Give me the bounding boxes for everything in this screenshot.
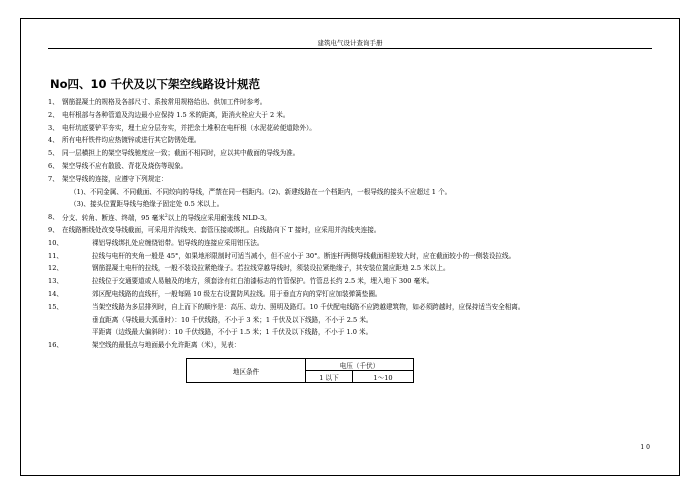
list-item: （1)、不同金属、不同截面、不同绞向的导线，严禁在同一档距内。（2)、新建线路在一个档距内，一根导线的接头不应超过 1 个。: [70, 187, 452, 196]
list-item: 1、 钢筋混凝土的规格及各部尺寸、系按常用规格给出、供加工件时参考。: [48, 98, 267, 106]
page-number: 10: [640, 444, 652, 451]
table-group-header: 电压（千伏）: [306, 359, 414, 371]
list-item: 4、 所有电杆铁件均应热镀锌或进行其它防锈处理。: [48, 136, 201, 145]
header-rule: [48, 48, 652, 49]
table-col-2: 1～10: [353, 371, 414, 383]
list-item: 6、 架空导线不应有散股、背花及烧伤等现象。: [48, 161, 188, 170]
list-item: 16、 架空线的最低点与地面最小允许距离（米），见表：: [48, 341, 241, 350]
list-item: 12、 钢筋混凝土电杆的拉线，一般不装设拉紧绝缘子。若拉线穿越导线时，须装设拉紧绝缘子，其安装位置应距地 2.5 米以上。: [48, 264, 450, 273]
list-item: 9、 在线路断线处改变导线截面，可采用并沟线夹、套管压接或绑扎。自线路向下 T 接时，应采用并沟线夹连接。: [48, 225, 381, 234]
header-title: 建筑电气设计查询手册: [317, 39, 383, 47]
list-item: 7、 架空导线的连接，应遵守下列规定：: [48, 174, 168, 183]
list-item: 11、 拉线与电杆的夹角一般是 45°，如果地形限制时可适当减小，但不应小于 30°。断连杆两侧导线截面相差较大时，应在截面较小的一侧装设拉线。: [48, 251, 516, 260]
list-item: 15、 当架空线路为多层排列时，自上而下的顺序是：高压、动力、照明及路灯。10 千伏配电线路不应跨越建筑物，如必须跨越时，应保持适当安全相离。: [48, 302, 525, 311]
clearance-table: [186, 358, 414, 383]
list-item: 垂直距离（导线最大弧垂时）：10 千伏线路，不小于 3 米；1 千伏及以下线路，不小于 2.5 米。: [92, 315, 373, 324]
list-item: 13、 拉线位于交通要道或人易触及的地方，须套涂有红白油漆标志的竹管保护。竹管总长约 2.5 米，埋入地下 300 毫米。: [48, 277, 434, 286]
list-item: 8、 分支、转角、断连、终端，95 毫米$^2$以上的导线应采用耐张线 NLD-3。: [48, 213, 271, 223]
section-title: No四、10 千伏及以下架空线路设计规范: [50, 77, 261, 91]
list-item: 3、 电杆坑底要铲平夯实，埋土应分层夯实，并把余土堆积在电杆根（水泥花砖便道除外）。: [48, 123, 316, 132]
list-item: 2、 电杆根部与各种管道及沟边最小应保持 1.5 米的距离，距消火栓应大于 2 米。: [48, 110, 290, 119]
list-item: 平距离（边线最大偏斜时）：10 千伏线路，不小于 1.5 米；1 千伏及以下线路，不小于 1.0 米。: [92, 328, 373, 337]
rules-list: [48, 96, 660, 352]
list-item: 5、 同一层横担上的架空导线驰度应一致；截面不相同时，应以其中截面的导线为准。: [48, 149, 300, 158]
list-item: 14、 郊区配电线路的直线杆，一般每隔 10 级左右设置防风拉线。用于垂直方向的穿钉应加装弹簧垫圈。: [48, 289, 382, 298]
table-row-header: 地区条件: [187, 359, 306, 383]
list-item: 10、 裸铝导线绑扎处应缠绕铝带。铝导线的连接应采用钳压法。: [48, 238, 264, 247]
list-item: （3)、接头位置距导线与绝缘子固定处 0.5 米以上。: [70, 200, 224, 209]
table-col-1: 1 以下: [306, 371, 353, 383]
